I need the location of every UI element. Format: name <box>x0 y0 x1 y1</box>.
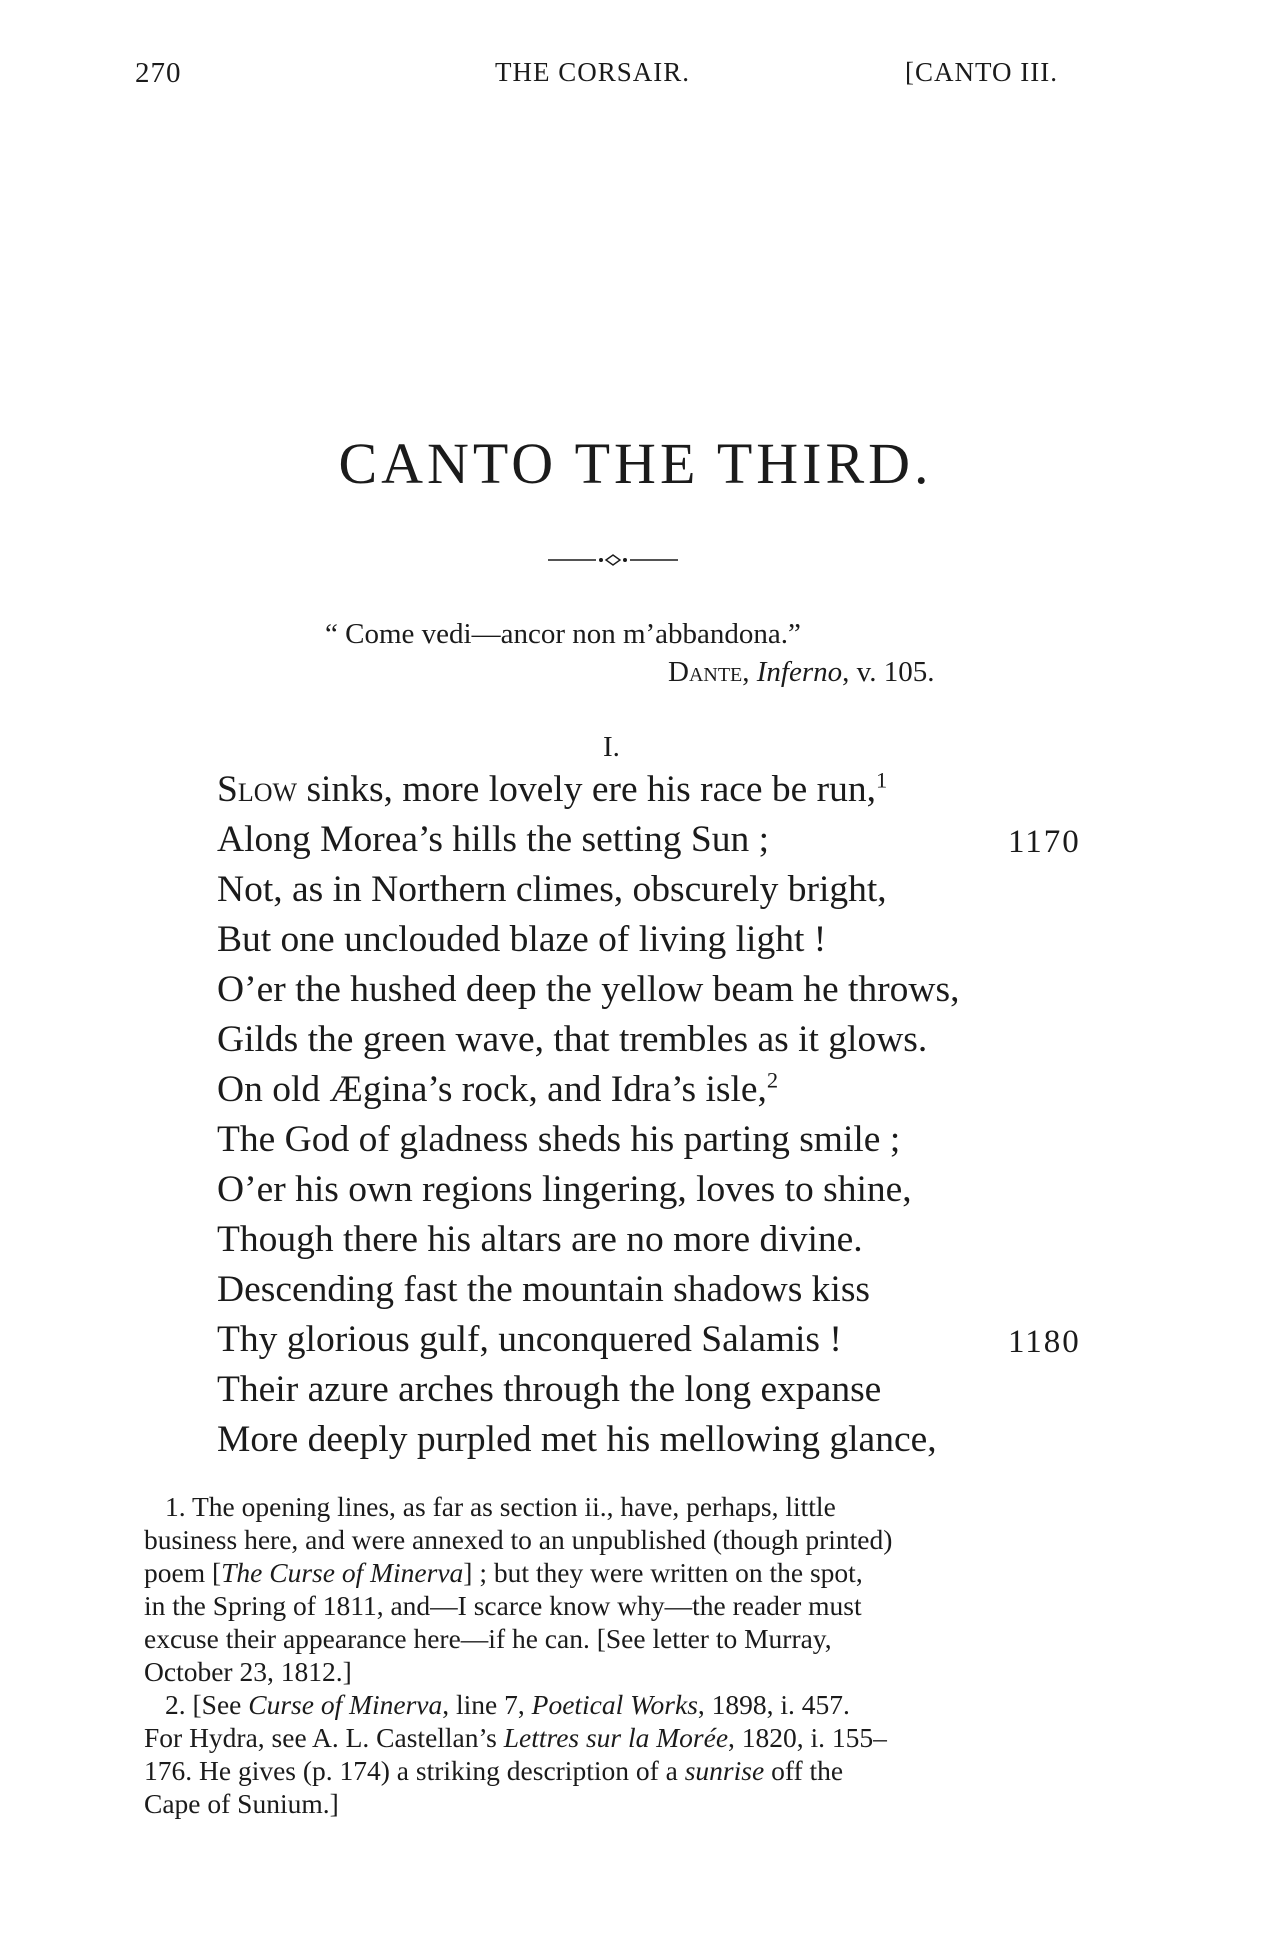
ornament-divider <box>548 552 678 568</box>
footnote-2-line: Cape of Sunium.] <box>144 1788 339 1819</box>
footnote-ref-2: 2 <box>766 1067 779 1093</box>
verse-line: On old Ægina’s rock, and Idra’s isle,$^2$ <box>217 1067 779 1110</box>
running-canto-label: [CANTO III. <box>905 57 1058 87</box>
verse-line: But one unclouded blaze of living light ! <box>217 919 827 960</box>
section-number: I. <box>603 731 620 763</box>
verse-line: Not, as in Northern climes, obscurely bright, <box>217 869 887 910</box>
footnote-1-line: October 23, 1812.] <box>144 1656 352 1687</box>
verse-line: Their azure arches through the long expanse <box>217 1369 882 1410</box>
verse-line: Descending fast the mountain shadows kiss <box>217 1269 871 1310</box>
footnote-1-line: business here, and were annexed to an unpublished (though printed) <box>144 1524 893 1555</box>
verse-line: The God of gladness sheds his parting smile ; <box>217 1119 901 1160</box>
verse-line: Thy glorious gulf, unconquered Salamis ! <box>217 1319 842 1360</box>
canto-title: CANTO THE THIRD. <box>338 431 933 496</box>
verse-line: O’er the hushed deep the yellow beam he throws, <box>217 969 960 1010</box>
verse-line: O’er his own regions lingering, loves to shine, <box>217 1169 912 1210</box>
epigraph-author: Dante <box>668 656 743 688</box>
footnote-1-line: poem [The Curse of Minerva] ; but they were written on the spot, <box>144 1557 863 1588</box>
footnote-1-line: excuse their appearance here—if he can. [See letter to Murray, <box>144 1623 832 1654</box>
epigraph-quote: “ Come vedi—ancor non m’abbandona.” <box>325 618 801 650</box>
footnote-ref-1: 1 <box>876 767 888 793</box>
line-number: 1180 <box>1008 1324 1081 1360</box>
footnote-2-line: 2. [See Curse of Minerva, line 7, Poetical Works, 1898, i. 457. <box>165 1689 850 1720</box>
verse-line: Along Morea’s hills the setting Sun ; <box>217 819 770 860</box>
epigraph-work: Inferno <box>756 656 843 688</box>
page-number: 270 <box>135 57 182 89</box>
footnote-2-line: 176. He gives (p. 174) a striking description of a sunrise off the <box>144 1755 844 1786</box>
running-title: THE CORSAIR. <box>495 57 691 87</box>
verse-line: Though there his altars are no more divine. <box>217 1219 863 1260</box>
footnote-1-line: 1. The opening lines, as far as section ii., have, perhaps, little <box>165 1491 836 1522</box>
drop-cap: S <box>217 769 238 810</box>
epigraph-location: , v. 105. <box>842 656 935 688</box>
epigraph-attribution: Dante, Inferno, v. 105. <box>668 656 935 688</box>
verse-line: Gilds the green wave, that trembles as it glows. <box>217 1019 928 1060</box>
small-caps-word: low <box>237 769 298 810</box>
footnote-2-line: For Hydra, see A. L. Castellan’s Lettres sur la Morée, 1820, i. 155– <box>144 1722 887 1753</box>
verse-line: More deeply purpled met his mellowing glance, <box>217 1419 937 1460</box>
line-number: 1170 <box>1008 824 1081 860</box>
footnote-1-line: in the Spring of 1811, and—I scarce know why—the reader must <box>144 1590 862 1621</box>
verse-line: Slow sinks, more lovely ere his race be run,$^1$ <box>217 767 888 810</box>
